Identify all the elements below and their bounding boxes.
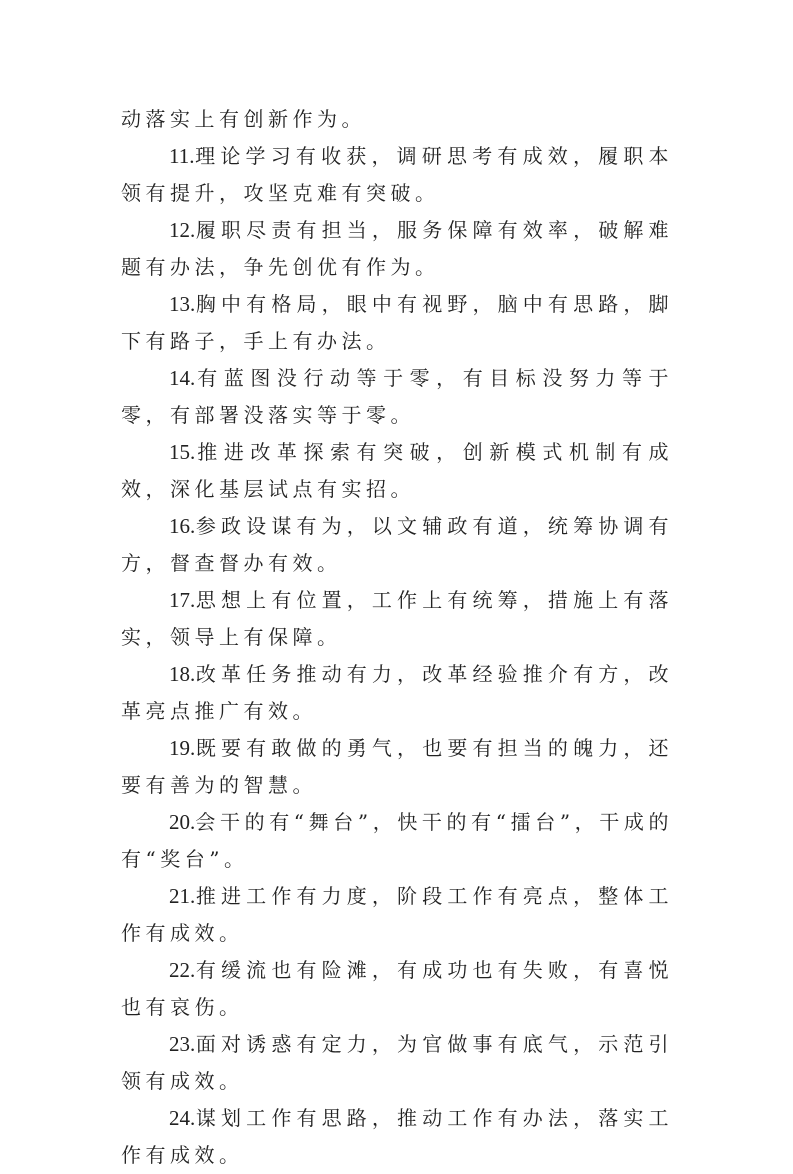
item-number: 13. bbox=[169, 292, 196, 316]
list-item-21 bbox=[121, 878, 673, 952]
list-item-19 bbox=[121, 730, 673, 804]
item-number: 23. bbox=[169, 1032, 196, 1056]
item-number: 24. bbox=[169, 1106, 196, 1130]
item-number: 11. bbox=[169, 144, 195, 168]
item-text: 既要有敢做的勇气，也要有担当的魄力，还要有善为的智慧。 bbox=[121, 736, 673, 797]
item-number: 19. bbox=[169, 736, 196, 760]
item-number: 17. bbox=[169, 588, 196, 612]
item-text: 有缓流也有险滩，有成功也有失败，有喜悦也有哀伤。 bbox=[121, 958, 673, 1019]
list-item-20 bbox=[121, 804, 673, 878]
item-text: 有蓝图没行动等于零，有目标没努力等于零，有部署没落实等于零。 bbox=[121, 366, 673, 427]
list-item-15 bbox=[121, 434, 673, 508]
list-item-12 bbox=[121, 212, 673, 286]
item-number: 20. bbox=[169, 810, 196, 834]
item-number: 16. bbox=[169, 514, 196, 538]
document-page bbox=[121, 101, 673, 1174]
item-number: 22. bbox=[169, 958, 196, 982]
item-text: 改革任务推动有力，改革经验推介有方，改革亮点推广有效。 bbox=[121, 662, 673, 723]
list-item-22 bbox=[121, 952, 673, 1026]
item-text: 思想上有位置，工作上有统筹，措施上有落实，领导上有保障。 bbox=[121, 588, 673, 649]
list-item-16 bbox=[121, 508, 673, 582]
list-item-13 bbox=[121, 286, 673, 360]
item-text: 胸中有格局，眼中有视野，脑中有思路，脚下有路子，手上有办法。 bbox=[121, 292, 673, 353]
item-text: 推进工作有力度，阶段工作有亮点，整体工作有成效。 bbox=[121, 884, 673, 945]
item-text: 理论学习有收获，调研思考有成效，履职本领有提升，攻坚克难有突破。 bbox=[121, 144, 673, 205]
item-number: 12. bbox=[169, 218, 196, 242]
item-number: 14. bbox=[169, 366, 196, 390]
item-text: 谋划工作有思路，推动工作有办法，落实工作有成效。 bbox=[121, 1106, 673, 1167]
item-text: 面对诱惑有定力，为官做事有底气，示范引领有成效。 bbox=[121, 1032, 673, 1093]
list-item-24 bbox=[121, 1100, 673, 1174]
item-text: 履职尽责有担当，服务保障有效率，破解难题有办法，争先创优有作为。 bbox=[121, 218, 673, 279]
list-item-14 bbox=[121, 360, 673, 434]
item-text: 参政设谋有为，以文辅政有道，统筹协调有方，督查督办有效。 bbox=[121, 514, 673, 575]
continuation-paragraph: 动落实上有创新作为。 bbox=[121, 107, 366, 131]
item-text: 推进改革探索有突破，创新模式机制有成效，深化基层试点有实招。 bbox=[121, 440, 673, 501]
item-number: 18. bbox=[169, 662, 196, 686]
item-number: 21. bbox=[169, 884, 196, 908]
list-item-23 bbox=[121, 1026, 673, 1100]
item-number: 15. bbox=[169, 440, 196, 464]
list-item-11 bbox=[121, 138, 673, 212]
list-item-17 bbox=[121, 582, 673, 656]
item-text: 会干的有“舞台”，快干的有“擂台”，干成的有“奖台”。 bbox=[121, 810, 673, 871]
list-item-18 bbox=[121, 656, 673, 730]
